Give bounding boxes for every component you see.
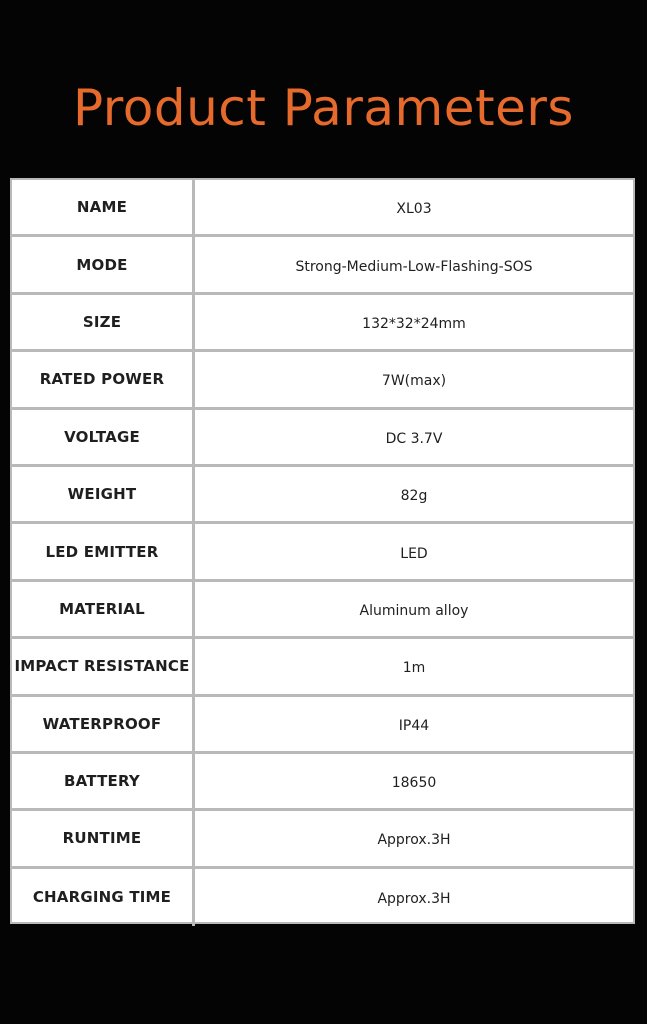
page-title: Product Parameters xyxy=(73,79,574,137)
parameter-value: 18650 xyxy=(391,775,437,792)
parameter-label: MODE xyxy=(12,237,195,291)
parameter-label: CHARGING TIME xyxy=(12,869,195,926)
table-row xyxy=(12,869,633,926)
table-row xyxy=(12,295,633,352)
parameter-label: SIZE xyxy=(12,295,195,349)
table-row xyxy=(12,524,633,581)
parameter-value: Strong-Medium-Low-Flashing-SOS xyxy=(295,258,533,275)
parameter-value: LED xyxy=(400,545,428,562)
parameter-label: BATTERY xyxy=(12,754,195,808)
table-row xyxy=(12,410,633,467)
table-row xyxy=(12,639,633,696)
parameter-label: MATERIAL xyxy=(12,582,195,636)
table-row xyxy=(12,582,633,639)
table-row xyxy=(12,180,633,237)
parameter-label: IMPACT RESISTANCE xyxy=(12,639,195,693)
parameter-label: VOLTAGE xyxy=(12,410,195,464)
table-row xyxy=(12,754,633,811)
parameter-label: RATED POWER xyxy=(12,352,195,406)
parameter-label: NAME xyxy=(12,180,195,234)
parameter-label: RUNTIME xyxy=(12,811,195,865)
table-row xyxy=(12,237,633,294)
parameter-value: 132*32*24mm xyxy=(362,315,466,332)
parameter-value: Approx.3H xyxy=(377,891,451,908)
parameter-label: LED EMITTER xyxy=(12,524,195,578)
parameter-value: Approx.3H xyxy=(377,832,451,849)
table-row xyxy=(12,467,633,524)
parameter-value: IP44 xyxy=(398,717,430,734)
parameters-table xyxy=(10,178,635,924)
table-row xyxy=(12,697,633,754)
parameter-label: WEIGHT xyxy=(12,467,195,521)
parameter-value: XL03 xyxy=(396,201,432,218)
parameter-value: 7W(max) xyxy=(381,373,447,390)
parameter-value: 82g xyxy=(400,488,428,505)
parameter-value: Aluminum alloy xyxy=(359,602,469,619)
table-row xyxy=(12,352,633,409)
table-row xyxy=(12,811,633,868)
parameter-value: DC 3.7V xyxy=(385,430,443,447)
parameter-label: WATERPROOF xyxy=(12,697,195,751)
parameter-value: 1m xyxy=(402,660,426,677)
